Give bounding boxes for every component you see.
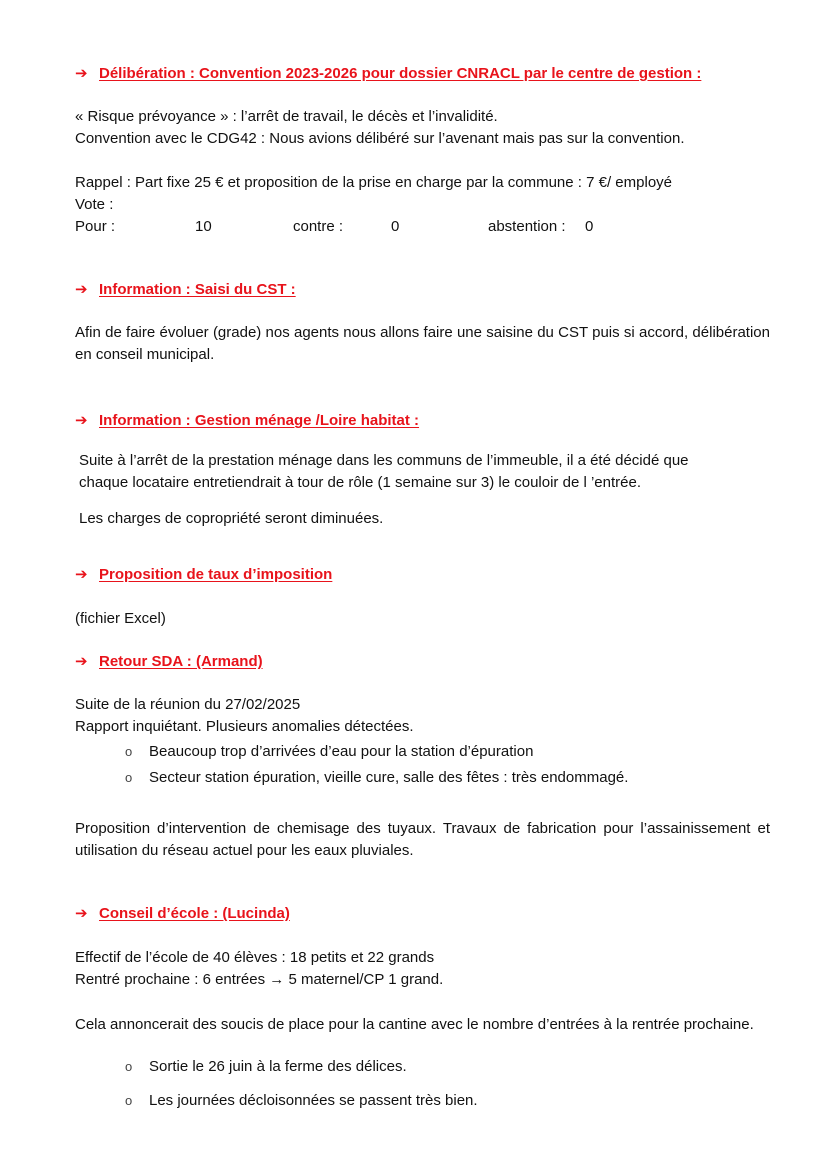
list-item [125,1056,407,1078]
vote-contre-label: contre : [293,218,344,235]
bullet-icon: o [125,1059,133,1074]
bullet-icon: o [125,770,133,785]
heading-text: Conseil d’école : (Lucinda) [99,905,290,922]
paragraph: Afin de faire évoluer (grade) nos agents nous allons faire une saisine du CST puis si accord, délibération en conseil municipal. [75,324,770,363]
text-line: Effectif de l’école de 40 élèves : 18 petits et 22 grands [75,949,435,966]
vote-results [75,216,770,238]
text-line: Rappel : Part fixe 25 € et proposition de la prise en charge par la commune : 7 €/ employé [75,174,673,191]
text-line: (fichier Excel) [75,610,166,627]
heading-text: Proposition de taux d’imposition [99,566,333,583]
bullet-icon: o [125,1093,133,1108]
arrow-icon: ➔ [75,653,88,670]
heading-text: Information : Saisi du CST : [99,281,296,298]
heading-ecole [75,903,290,925]
list-item [125,767,628,789]
heading-sda [75,651,263,673]
text-line: chaque locataire entretiendrait à tour de rôle (1 semaine sur 3) le couloir de l ’entrée. [79,474,641,491]
vote-pour-value: 10 [195,218,212,235]
arrow-icon: ➔ [75,905,88,922]
text-line: « Risque prévoyance » : l’arrêt de travail, le décès et l’invalidité. [75,108,498,125]
arrow-icon: ➔ [75,65,88,82]
text-line: Rapport inquiétant. Plusieurs anomalies détectées. [75,718,414,735]
list-item [125,741,533,763]
heading-taux [75,564,332,586]
vote-abstention-label: abstention : [488,218,566,235]
heading-text: Retour SDA : (Armand) [99,653,263,670]
vote-pour-label: Pour : [75,218,116,235]
heading-text: Délibération : Convention 2023-2026 pour dossier CNRACL par le centre de gestion : [99,65,702,82]
text-line: Suite de la réunion du 27/02/2025 [75,696,301,713]
arrow-icon: ➔ [75,566,88,583]
heading-menage [75,410,419,432]
text-line: Convention avec le CDG42 : Nous avions délibéré sur l’avenant mais pas sur la convention. [75,130,685,147]
text-line: Suite à l’arrêt de la prestation ménage dans les communs de l’immeuble, il a été décidé que [79,452,689,469]
heading-text: Information : Gestion ménage /Loire habitat : [99,412,420,429]
vote-abstention-value: 0 [585,218,594,235]
arrow-icon: ➔ [75,281,88,298]
vote-label: Vote : [75,196,114,213]
list-item-text: Beaucoup trop d’arrivées d’eau pour la station d’épuration [149,743,534,760]
text-line: Les charges de copropriété seront diminuées. [79,510,384,527]
list-item-text: Secteur station épuration, vieille cure, salle des fêtes : très endommagé. [149,769,629,786]
heading-cst [75,279,296,301]
text-line: Rentré prochaine : 6 entrées → 5 maternel/CP 1 grand. [75,971,444,988]
arrow-icon: ➔ [75,412,88,429]
list-item-text: Les journées décloisonnées se passent très bien. [149,1092,478,1109]
list-item [125,1090,478,1112]
heading-deliberation [75,63,701,85]
paragraph: Proposition d’intervention de chemisage des tuyaux. Travaux de fabrication pour l’assainissement et utilisation du réseau actuel pour les eaux pluviales. [75,820,770,859]
paragraph: Cela annoncerait des soucis de place pour la cantine avec le nombre d’entrées à la rentrée prochaine. [75,1016,754,1033]
bullet-icon: o [125,744,133,759]
vote-contre-value: 0 [391,218,400,235]
list-item-text: Sortie le 26 juin à la ferme des délices. [149,1058,407,1075]
